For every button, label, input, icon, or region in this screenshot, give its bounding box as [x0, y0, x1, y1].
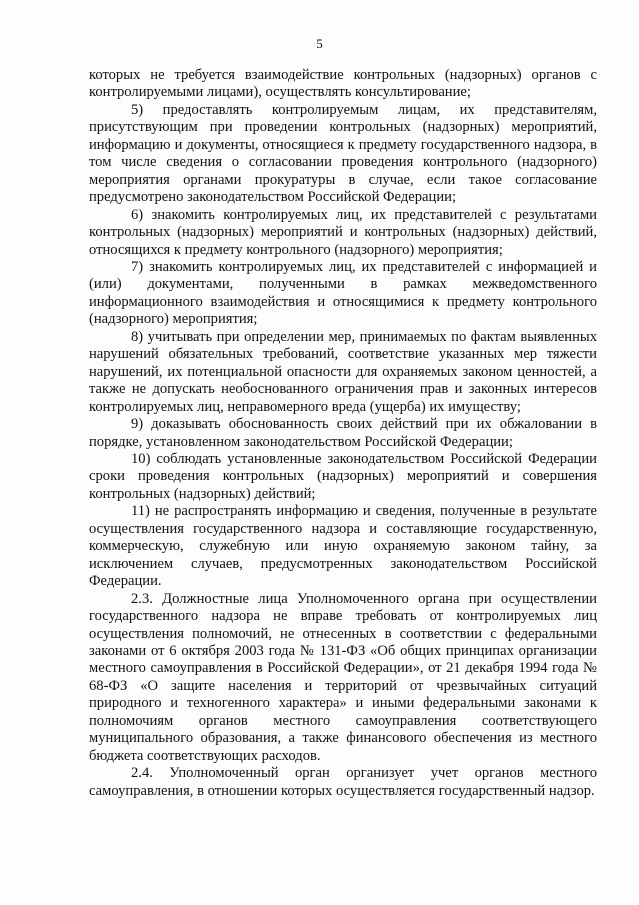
paragraph-section-2-4: 2.4. Уполномоченный орган организует учет органов местного самоуправления, в отношении которых осуществляется государственный надзор. — [89, 765, 597, 799]
paragraph-item-10: 10) соблюдать установленные законодательством Российской Федерации сроки проведения контрольных (надзорных) мероприятий и совершения контрольных (надзорных) действий; — [89, 450, 597, 502]
paragraph-section-2-3: 2.3. Должностные лица Уполномоченного органа при осуществлении государственного надзора не вправе требовать от контролируемых лиц осуществления полномочий, не отнесенных в соответствии с федеральными законами от 6 октября 2003 года № 131-ФЗ «Об общих принципах организации местного самоуправления в Российской Федерации», от 21 декабря 1994 года № 68-ФЗ «О защите населения и территорий от чрезвычайных ситуаций природного и техногенного характера» и иными федеральными законами к полномочиям органов местного самоуправления соответствующего муниципального образования, а также финансового обеспечения из местного бюджета соответствующих расходов. — [89, 590, 597, 764]
paragraph-item-5: 5) предоставлять контролируемым лицам, их представителям, присутствующим при проведении контрольных (надзорных) мероприятий, информацию и документы, относящиеся к предмету государственного надзора, в том числе сведения о согласовании проведения контрольного (надзорного) мероприятия органами прокуратуры в случае, если такое согласование предусмотрено законодательством Российской Федерации; — [89, 101, 597, 206]
paragraph-item-9: 9) доказывать обоснованность своих действий при их обжаловании в порядке, установленном законодательством Российской Федерации; — [89, 416, 597, 450]
paragraph-item-7: 7) знакомить контролируемых лиц, их представителей с информацией и (или) документами, полученными в рамках межведомственного информационного взаимодействия и относящимися к предмету контрольного (надзорного) мероприятия; — [89, 258, 597, 328]
page-number: 5 — [316, 36, 323, 51]
document-body — [89, 67, 597, 800]
paragraph-item-6: 6) знакомить контролируемых лиц, их представителей с результатами контрольных (надзорных) мероприятий и контрольных (надзорных) действий, относящихся к предмету контрольного (надзорного) мероприятия; — [89, 206, 597, 258]
paragraph-item-8: 8) учитывать при определении мер, принимаемых по фактам выявленных нарушений обязательных требований, соответствие указанных мер тяжести нарушений, их потенциальной опасности для охраняемых законом ценностей, а также не допускать необоснованного ограничения прав и законных интересов контролируемых лиц, неправомерного вреда (ущерба) их имуществу; — [89, 328, 597, 415]
paragraph-item-11: 11) не распространять информацию и сведения, полученные в результате осуществления государственного надзора и составляющие государственную, коммерческую, служебную или иную охраняемую законом тайну, за исключением случаев, предусмотренных законодательством Российской Федерации. — [89, 503, 597, 590]
paragraph-continuation: которых не требуется взаимодействие контрольных (надзорных) органов с контролируемыми лицами), осуществлять консультирование; — [89, 67, 597, 101]
